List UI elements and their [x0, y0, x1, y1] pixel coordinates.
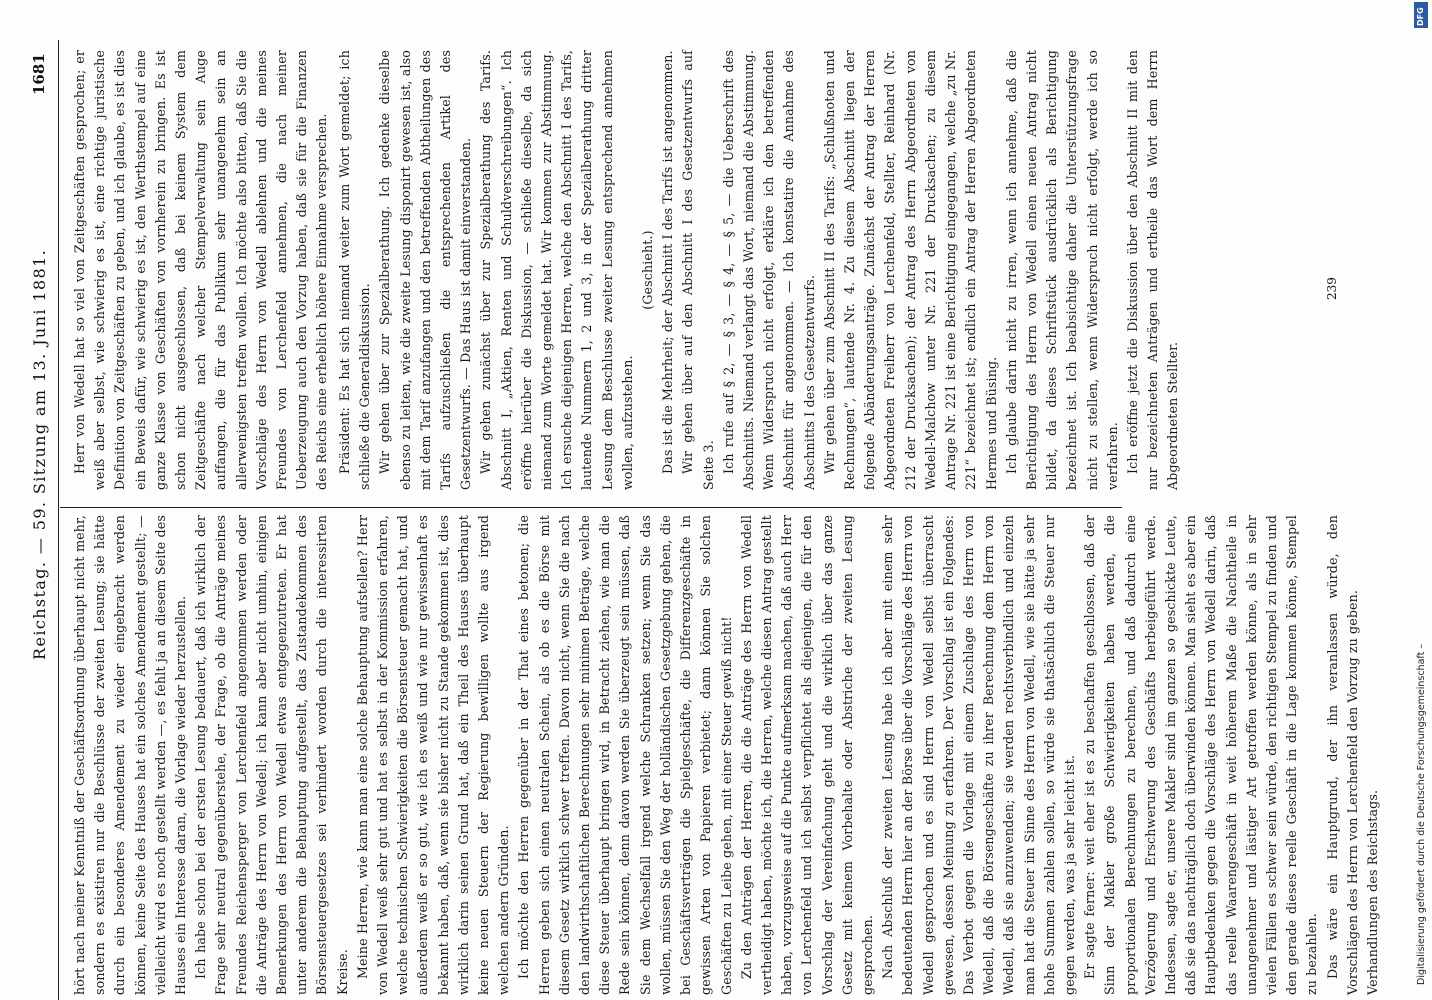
- paragraph: Er sagte ferner: weit eher ist es zu beschaffen geschlossen, daß der Sinn der Makler große Schwierigkeiten haben werden, die proportionalen Berechnungen zu berechnen, und daß dadurch eine Verzögerung und Erschwerung des Geschäfts herbeigeführt werde. Indessen, sagte er, unsere Makler sind im ganzen so geschickte Leute, daß sie das nachträglich doch überwinden können. Man sieht es aber ein Hauptbedenken gegen die Vorschläge des Herrn von Wedell darin, daß das reelle Waarengeschäft in weit höherem Maße die Nachtheile in unangenehmer und lästiger Art getroffen werden könne, als in sehr vielen Fällen es schwer sein würde, den richtigen Stempel zu finden und den gerade dieses reelle Geschäft in die Lage kommen könne, Stempel zu bezahlen.: [1082, 515, 1320, 995]
- paragraph: Nach Abschluß der zweiten Lesung habe ich aber mit einem sehr bedeutenden Herrn hier an der Börse über die Vorschläge des Herrn von Wedell gesprochen und es sind Herrn von Wedell selbst überrascht gewesen, dessen Meinung zu erfahren. Der Vorschlag ist ein Folgendes: Das Verbot gegen die Vorlage mit einem Zuschlage des Herrn von Wedell, daß die Börsengeschäfte zu ihrer Berechnung dem Herrn von Wedell, daß sie anzuwenden; sie werden rechtsverbindlich und einzeln man hat die Steuer im Sinne des Herrn von Wedell, wie sie hätte ja sehr hohe Summen zahlen sollen, so würde sie thatsächlich die Steuer nur gegen werden, was ja sehr leicht ist.: [880, 515, 1077, 995]
- paragraph: Ich habe schon bei der ersten Lesung bedauert, daß ich wirklich der Frage sehr neutral gegenüberstehe, der Frage, ob die Anträge meines Freundes Reichensperger von Lerchenfeld angenommen werden oder die Anträge des Herrn von Wedell; ich kann aber nicht umhin, einigen Bemerkungen des Herrn von Wedell etwas entgegenzutreten. Er hat unter anderem die Behauptung aufgestellt, das Zustandekommen des Börsensteuergesetzes sei verhindert worden durch die interessirten Kreise.: [193, 515, 350, 995]
- digitization-note: Digitalisierung gefördert durch die Deutsche Forschungsgemeinschaft –: [1416, 643, 1427, 985]
- paragraph: Herr von Wedell hat so viel von Zeitgeschäften gesprochen; er weiß aber selbst, wie schwierig es ist, eine richtige juristische Definition von Zeitgeschäften zu geben, und ich glaube, es ist dies ein Beweis dafür, wie schwierig es ist, den Werthstempel auf eine ganze Klasse von Geschäften von vornherein zu bringen. Es ist schon nicht ausgeschlossen, daß bei keinem System dem Zeitgeschäfte nach welcher Stempelverwaltung sein Auge auffangen, die für das Publikum sehr unangenehm sein an allerwenigsten treffen wollen. Ich möchte also bitten, daß Sie die Vorschläge des Herrn von Wedell ablehnen und die meines Freundes von Lerchenfeld annehmen, die nach meiner Ueberzeugung auch den Vorzug haben, daß sie für die Finanzen des Reichs eine erheblich höhere Einnahme versprechen.: [72, 50, 330, 490]
- dfg-logo-text: DFG: [1416, 7, 1425, 26]
- dfg-logo: [1414, 2, 1428, 28]
- paragraph: Meine Herren, wie kann man eine solche Behauptung aufstellen? Herr von Wedell weiß sehr gut und hat es selbst in der Kommission erfahren, welche technischen Schwierigkeiten die Börsensteuer gemacht hat, und außerdem weiß er so gut, wie ich es weiß und wie nur gewissenhaft es bekannt haben, daß, wenn sie bisher nicht zu Stande gekommen ist, dies wirklich darin seinen Grund hat, daß ein Theil des Hauses überhaupt keine neuen Steuern der Regierung bewilligen wollte aus irgend welchen andern Gründen.: [354, 515, 512, 995]
- column-divider: [60, 507, 1122, 508]
- paragraph: Präsident: Es hat sich niemand weiter zum Wort gemeldet; ich schließe die Generaldiskussion.: [337, 50, 373, 490]
- paragraph: Ich glaube darin nicht zu irren, wenn ich annehme, daß die Berichtigung des Herrn von Wedell einen neuen Antrag nicht bildet, da dieses Schriftstück ausdrücklich als Berichtigung bezeichnet ist. Ich beabsichtige daher die Unterstützungsfrage nicht zu stellen, wenn Widerspruch nicht erfolgt, werde ich so verfahren.: [1003, 50, 1120, 490]
- paragraph: Wir gehen zunächst über zur Spezialberathung des Tarifs. Abschnitt I, „Aktien, Renten und Schuldverschreibungen“. Ich eröffne hierüber die Diskussion, — schließe dieselbe, da sich niemand zum Worte gemeldet hat. Wir kommen zur Abstimmung. Ich ersuche diejenigen Herren, welche den Abschnitt I des Tarifs, lautende Nummern 1, 2 und 3, in der Spezialberathung dritter Lesung dem Beschlusse zweiter Lesung entsprechend annehmen wollen, aufzustehen.: [478, 50, 635, 490]
- page-footnote: Verhandlungen des Reichstags.: [1365, 789, 1380, 995]
- paragraph: Das ist die Mehrheit; der Abschnitt I des Tarifs ist angenommen.: [660, 50, 676, 474]
- paragraph: Wir gehen über auf den Abschnitt I des Gesetzentwurfs auf Seite 3.: [680, 50, 716, 490]
- page-number: 1681: [30, 53, 48, 95]
- right-text-column-bottom: [335, 50, 1335, 490]
- left-text-column: [70, 515, 1380, 995]
- paragraph: Ich rufe auf § 2, — § 3, — § 4, — § 5, — die Ueberschrift des Abschnitts. Niemand verlangt das Wort, niemand die Abstimmung. Wenn Widerspruch nicht erfolgt, erkläre ich den betreffenden Abschnitt für angenommen. — Ich konstatire die Annahme des Abschnitts I des Gesetzentwurfs.: [720, 50, 817, 490]
- paragraph: Wir gehen über zum Abschnitt II des Tarifs: „Schlußnoten und Rechnungen“, lautende Nr. 4. Zu diesem Abschnitt liegen der folgende Abänderungsanträge. Zunächst der Antrag der Herren Abgeordneten Freiherr von Lerchenfeld, Stellter, Reinhard (Nr. 212 der Drucksachen); der Antrag des Herrn Abgeordneten von Wedell-Malchow unter Nr. 221 der Drucksachen; zu diesem Antrage Nr. 221 ist eine Berichtigung eingegangen, welche „zu Nr. 221“ bezeichnet ist; endlich ein Antrag der Herren Abgeordneten Hermes und Büsing.: [821, 50, 999, 490]
- right-text-column-top: [70, 50, 330, 490]
- paragraph: Ich möchte den Herren gegenüber in der That eines betonen; die Herren geben sich einen neutralen Schein, als ob es die Börse mit diesem Gesetz wirklich schwer treffen. Davon nicht, wenn Sie die nach den landwirthschaftlichen Berechnungen sehr minimen Beträge, welche diese Steuer überhaupt bringen wird, in Betracht ziehen, wie man die Rede sein können, denn davon werden Sie überzeugt sein müssen, daß Sie dem Wechselfall irgend welche Schranken setzen; wenn Sie das wollen, müssen Sie den Weg der holländischen Gesetzgebung gehen, die bei Geschäftsverträgen die Spielgeschäfte, die Differenzgeschäfte in gewissen Arten von Papieren verbietet; dann können Sie solchen Geschäften zu Leibe gehen, mit einer Steuer gewiß nicht!: [516, 515, 734, 995]
- parenthetical-note: (Geschieht.): [640, 230, 656, 310]
- paragraph: Ich eröffne jetzt die Diskussion über den Abschnitt II mit den nur bezeichneten Anträgen und ertheile das Wort dem Herrn Abgeordneten Stellter.: [1124, 50, 1181, 490]
- header-rule: [58, 40, 59, 1000]
- sheet-number: 239: [1325, 277, 1339, 300]
- paragraph: Wir gehen über zur Spezialberathung. Ich gedenke dieselbe ebenso zu leiten, wie die zweite Lesung disponirt gewesen ist, also mit dem Tarif anzufangen und den betreffenden Abtheilungen des Tarifs aufzuschließen die entsprechenden Artikel des Gesetzentwurfs. — Das Haus ist damit einverstanden.: [377, 50, 474, 490]
- page-header-title: Reichstag. — 59. Sitzung am 13. Juni 1881.: [30, 248, 49, 660]
- paragraph: hört nach meiner Kenntniß der Geschäftsordnung überhaupt nicht mehr, sondern es existiren nur die Beschlüsse der zweiten Lesung; sie hätte durch ein besonderes Amendement zu wieder eingebracht werden können, keine Seite des Hauses hat ein solches Amendement gestellt; — vielleicht wird es noch gestellt werden —, es fehlt ja an diesem Seite des Hauses ein Interesse daran, die Vorlage wieder herzustellen.: [72, 515, 189, 995]
- paragraph: Das wäre ein Hauptgrund, der ihn veranlassen würde, den Vorschlägen des Herrn von Lerchenfeld den Vorzug zu geben.: [1324, 515, 1360, 995]
- paragraph: Zu den Anträgen der Herren, die die Anträge des Herrn von Wedell vertheidigt haben, möchte ich, die Herren, welche diesen Antrag gestellt haben, vorzugsweise auf die Punkte aufmerksam machen, daß auch Herr von Lerchenfeld und ich selbst verpflichtet als diejenigen, die für den Vorschlag der Vereinfachung geht und die wirklich über das ganze Gesetz mit keinem Vorbehalte oder Abstriche der zweiten Lesung gesprochen.: [738, 515, 875, 995]
